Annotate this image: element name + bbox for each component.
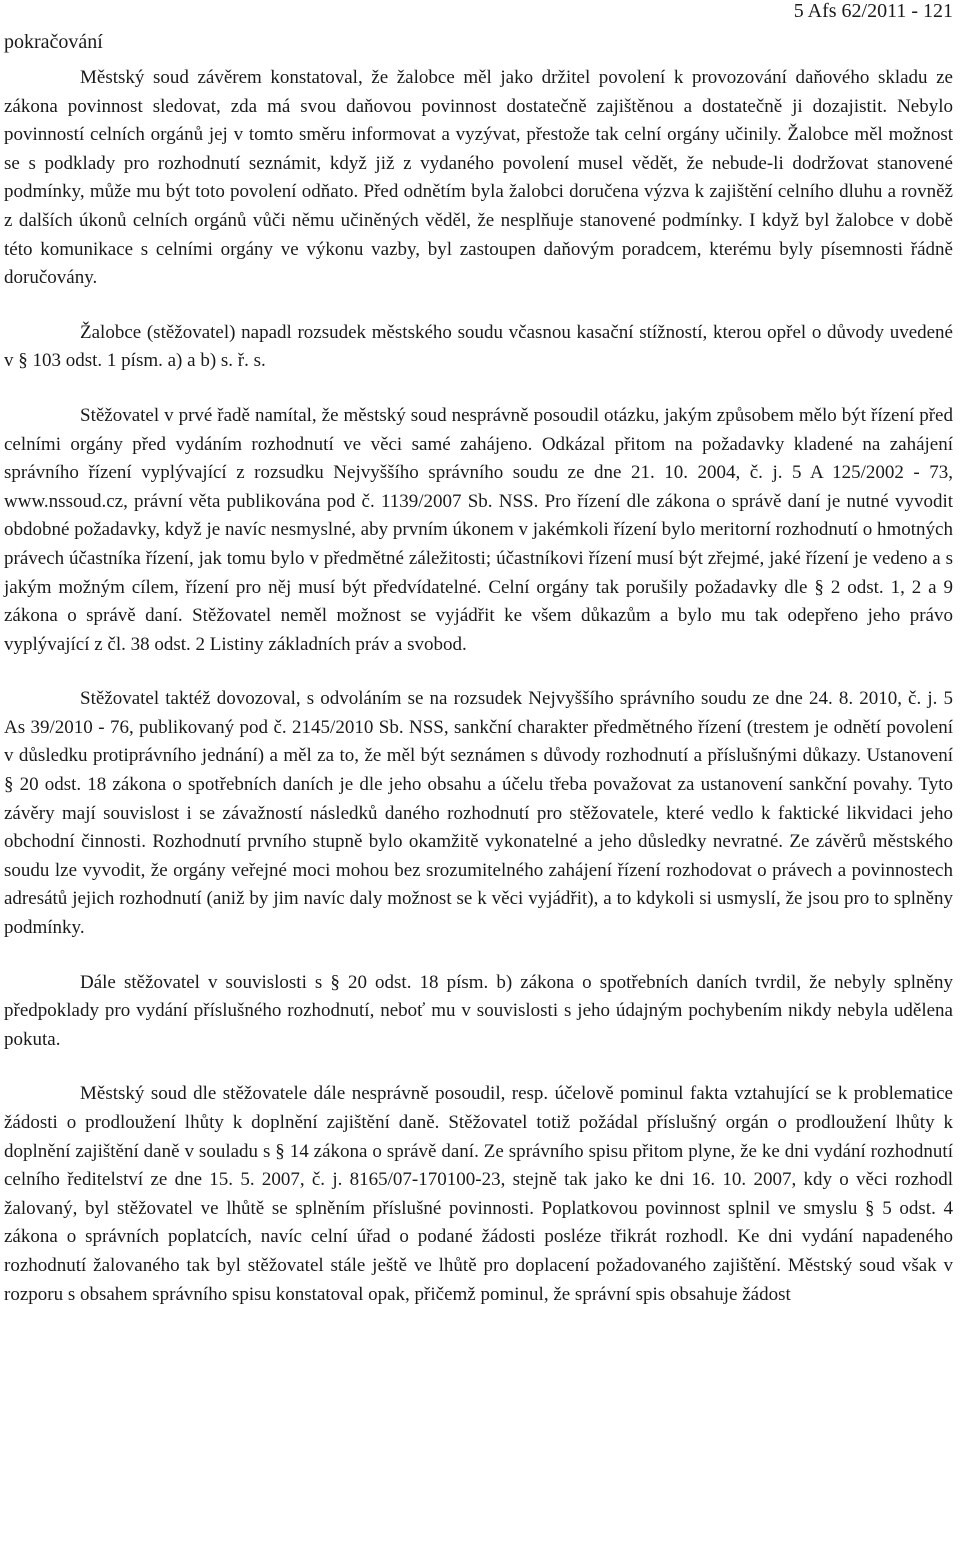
page-header <box>4 0 953 58</box>
document-page <box>4 0 953 1309</box>
paragraph-cassation-complaint: Žalobce (stěžovatel) napadl rozsudek městského soudu včasnou kasační stížností, kterou opřel o důvody uvedené v § 103 odst. 1 písm. a) a b) s. ř. s. <box>4 321 953 372</box>
paragraph-city-court-conclusion: Městský soud závěrem konstatoval, že žalobce měl jako držitel povolení k provozování daňového skladu ze zákona povinnost sledovat, zda má svou daňovou povinnost dostatečně zajištěnou a dostatečně ji dozajistit. Nebylo povinností celních orgánů jej v tomto směru informovat a vyzývat, přestože tak celní orgány učinily. Žalobce měl možnost se s podklady pro rozhodnutí seznámit, když již z vydaného povolení musel vědět, že nebude-li dodržovat stanovené podmínky, může mu být toto povolení odňato. Před odnětím byla žalobci doručena výzva k zajištění celního dluhu a rovněž z dalších úkonů celních orgánů vůči němu učiněných věděl, že nesplňuje stanovené podmínky. I když byl žalobce v době této komunikace s celními orgány ve výkonu vazby, byl zastoupen daňovým poradcem, kterému byly písemnosti řádně doručovány. <box>4 67 953 289</box>
paragraph-fine-condition: Dále stěžovatel v souvislosti s § 20 odst. 18 písm. b) zákona o spotřebních daních tvrdil, že nebyly splněny předpoklady pro vydání příslušného rozhodnutí, neboť mu v souvislosti s jeho údajným pochybením nikdy nebyla udělena pokuta. <box>4 971 953 1050</box>
continuation-label: pokračování <box>4 31 103 53</box>
paragraph-sanction-character: Stěžovatel taktéž dovozoval, s odvoláním se na rozsudek Nejvyššího správního soudu ze dne 24. 8. 2010, č. j. 5 As 39/2010 - 76, publikovaný pod č. 2145/2010 Sb. NSS, sankční charakter předmětného řízení (trestem je odnětí povolení v důsledku protiprávního jednání) a měl za to, že měl být seznámen s důvody rozhodnutí a příslušnými důkazy. Ustanovení § 20 odst. 18 zákona o spotřebních daních je dle jeho obsahu a účelu třeba považovat za ustanovení sankční povahy. Tyto závěry mají souvislost i se závažností následků daného rozhodnutí pro stěžovatele, které vedlo k faktické likvidaci jeho obchodní činnosti. Rozhodnutí prvního stupně bylo okamžitě vykonatelné a jeho důsledky nevratné. Ze závěrů městského soudu lze vyvodit, že orgány veřejné moci mohou bez srozumitelného zahájení řízení rozhodovat o právech a povinnostech adresátů jejich rozhodnutí (aniž by jim navíc daly možnost se k věci vyjádřit), a to kdykoli si usmyslí, že jsou pro to splněny podmínky. <box>4 688 953 939</box>
case-number: 5 Afs 62/2011 - 121 <box>793 0 953 22</box>
paragraph-proceedings-initiation: Stěžovatel v prvé řadě namítal, že městský soud nesprávně posoudil otázku, jakým způsobem mělo být řízení před celními orgány před vydáním rozhodnutí ve věci samé zahájeno. Odkázal přitom na požadavky kladené na zahájení správního řízení vyplývající z rozsudku Nejvyššího správního soudu ze dne 21. 10. 2004, č. j. 5 A 125/2002 - 73, www.nssoud.cz, právní věta publikována pod č. 1139/2007 Sb. NSS. Pro řízení dle zákona o správě daní je nutné vyvodit obdobné požadavky, když je navíc nesmyslné, aby prvním úkonem v jakémkoli řízení bylo meritorní rozhodnutí o hmotných právech účastníka řízení, jak tomu bylo v předmětné záležitosti; účastníkovi řízení musí být zřejmé, jaké řízení je vedeno a s jakým možným cílem, řízení pro něj musí být předvídatelné. Celní orgány tak porušily požadavky dle § 2 odst. 1, 2 a 9 zákona o správě daní. Stěžovatel neměl možnost se vyjádřit ke všem důkazům a bylo mu tak odepřeno jeho právo vyplývající z čl. 38 odst. 2 Listiny základních práv a svobod. <box>4 404 953 655</box>
paragraph-deadline-extension: Městský soud dle stěžovatele dále nesprávně posoudil, resp. účelově pominul fakta vztahující se k problematice žádosti o prodloužení lhůty k doplnění zajištění daně. Stěžovatel totiž požádal příslušný orgán o prodloužení lhůty k doplnění zajištění daně v souladu s § 14 zákona o správě daní. Ze správního spisu přitom plyne, že ke dni vydání rozhodnutí celního ředitelství ze dne 15. 5. 2007, č. j. 8165/07-170100-23, stejně tak jako ke dni 16. 10. 2007, kdy o věci rozhodl žalovaný, byl stěžovatel ve lhůtě se splněním příslušné povinnosti. Poplatkovou povinnost splnil ve smyslu § 5 odst. 4 zákona o správních poplatcích, navíc celní úřad o podané žádosti posléze třikrát rozhodl. Ke dni vydání napadeného rozhodnutí žalovaného tak byl stěžovatel stále ještě ve lhůtě pro doplacení požadovaného zajištění. Městský soud však v rozporu s obsahem správního spisu konstatoval opak, přičemž pominul, že správní spis obsahuje žádost <box>4 1083 953 1305</box>
